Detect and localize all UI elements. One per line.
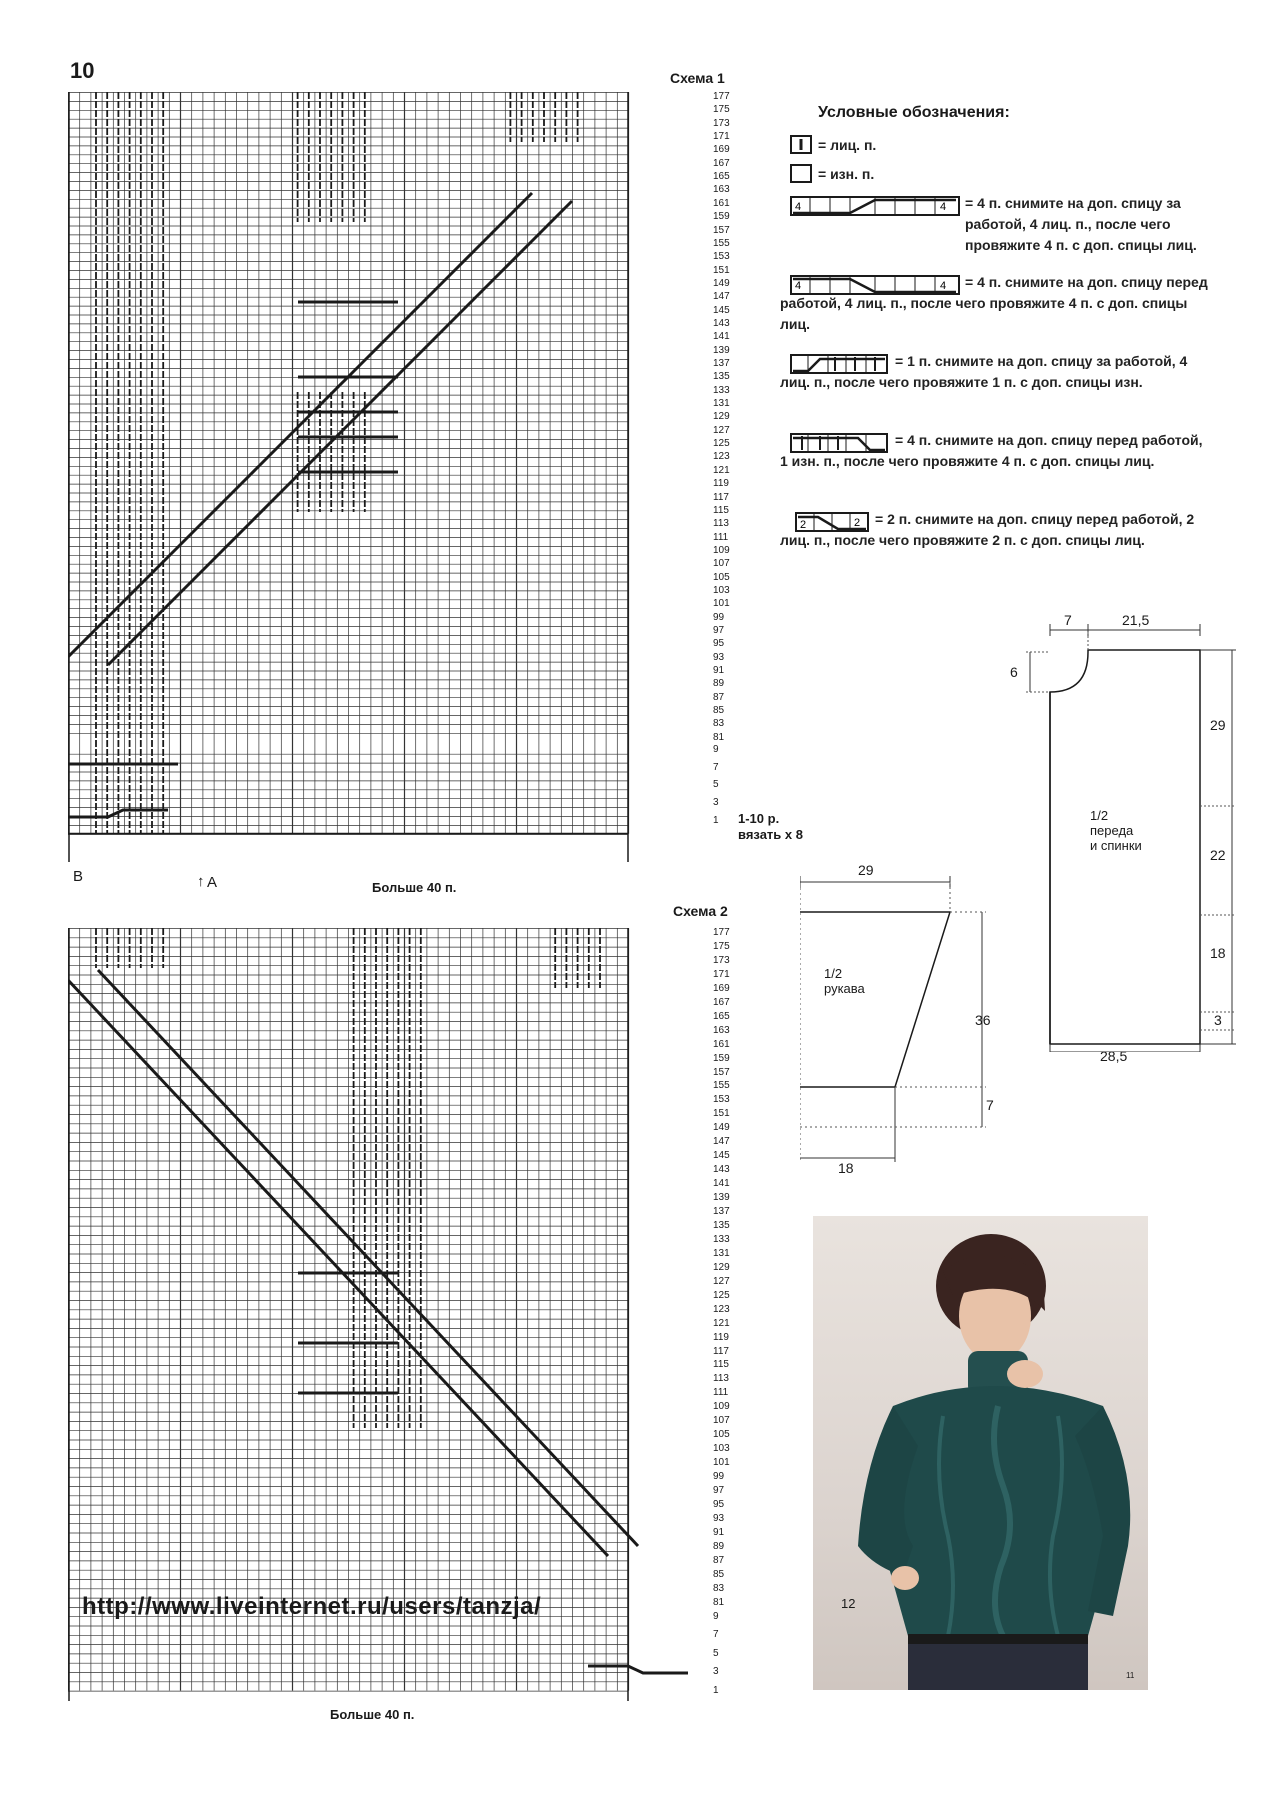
row-number-label: 7 (713, 761, 719, 773)
row-number-label: 137 (713, 358, 730, 369)
row-number-label: 93 (713, 1512, 725, 1524)
body-label (1090, 808, 1142, 853)
row-number-label: 133 (713, 384, 730, 396)
row-number-label: 85 (713, 1568, 725, 1580)
body-dim-width: 28,5 (1100, 1048, 1128, 1064)
body-dim-armhole: 29 (1210, 717, 1226, 733)
cable-step-line (588, 1666, 688, 1673)
row-number-label: 157 (713, 224, 730, 236)
row-number-label: 129 (713, 411, 730, 423)
row-number-label: 105 (713, 1429, 730, 1441)
legend-item-knit (790, 133, 1205, 157)
row-number-label: 125 (713, 1289, 730, 1301)
body-dim-neck-depth: 6 (1010, 664, 1018, 680)
body-label-line2: переда (1090, 823, 1134, 838)
row-number-label: 107 (713, 1415, 730, 1427)
body-pattern (1000, 612, 1240, 1057)
row-number-label: 7 (713, 1629, 719, 1641)
row-number-label: 91 (713, 1526, 725, 1538)
row-number-label: 139 (713, 1192, 730, 1204)
row-number-label: 155 (713, 237, 730, 249)
row-number-label: 153 (713, 1094, 730, 1106)
row-number-label: 3 (713, 1666, 719, 1678)
schema1-title: Схема 1 (670, 70, 725, 86)
row-number-label: 83 (713, 1582, 725, 1594)
legend-cable-4x4-back-text: = 4 п. снимите на доп. спицу за работой, 4 лиц. п., после чего провяжите 4 п. с доп. спицы лиц. (965, 195, 1197, 253)
legend-item-purl (790, 161, 1205, 187)
sleeve-pattern (800, 862, 1000, 1187)
schema1-grid-svg (68, 92, 710, 862)
row-number-label: 177 (713, 927, 730, 938)
legend-item-cable-1x4-back (780, 353, 1205, 390)
sleeve-dim-length: 36 (975, 1012, 991, 1028)
row-number-label: 143 (713, 1164, 730, 1176)
row-number-label: 123 (713, 451, 730, 463)
legend-knit-text: = лиц. п. (818, 136, 877, 153)
schema1-chart (68, 92, 710, 862)
row-number-label: 171 (713, 131, 730, 143)
body-label-line1: 1/2 (1090, 808, 1109, 823)
row-number-label: 119 (713, 478, 729, 490)
marker-b: В (73, 868, 84, 885)
row-number-label: 165 (713, 1010, 730, 1022)
row-number-label: 121 (713, 464, 730, 476)
svg-text:4: 4 (795, 280, 802, 292)
svg-text:2: 2 (800, 519, 807, 531)
row-number-label: 101 (713, 598, 730, 610)
row-number-label: 125 (713, 438, 730, 450)
row-number-label: 161 (713, 197, 730, 209)
row-number-label: 151 (713, 1108, 730, 1120)
page-number: 10 (70, 58, 95, 83)
sleeve-pattern-svg (800, 862, 1000, 1182)
schema1-bottom-label: Больше 40 п. (372, 880, 457, 895)
svg-text:2: 2 (854, 517, 861, 529)
row-number-label: 117 (713, 491, 729, 503)
row-number-label: 139 (713, 344, 730, 356)
row-number-label: 147 (713, 1136, 730, 1148)
row-number-label: 151 (713, 264, 730, 276)
svg-text:4: 4 (940, 280, 947, 292)
row-number-label: 167 (713, 157, 730, 169)
row-number-label: 173 (713, 117, 730, 129)
row-number-label: 91 (713, 665, 725, 677)
row-number-label: 117 (713, 1345, 729, 1357)
repeat-note-line1: 1-10 р. (738, 811, 780, 826)
schema2-title: Схема 2 (673, 903, 728, 919)
model-photo (813, 1216, 1148, 1690)
legend-cable-4x4-front-text: = 4 п. снимите на доп. спицу перед работой, 4 лиц. п., после чего провяжите 4 п. с доп. спицы лиц. (780, 274, 1208, 332)
body-label-line3: и спинки (1090, 838, 1142, 853)
row-number-label: 123 (713, 1303, 730, 1315)
row-number-label: 171 (713, 968, 730, 980)
cable-count-label: 4 (795, 201, 802, 213)
row-number-label: 105 (713, 571, 730, 583)
row-number-label: 115 (713, 1359, 729, 1371)
row-number-label: 175 (713, 940, 730, 952)
row-number-label: 87 (713, 691, 725, 703)
sleeve-dim-bottom: 18 (838, 1160, 854, 1176)
legend-item-cable-2x2-front (780, 511, 1205, 548)
row-number-label: 113 (713, 1373, 729, 1385)
row-number-label: 175 (713, 104, 730, 116)
body-dim-shoulder: 21,5 (1122, 612, 1150, 628)
row-number-label: 115 (713, 504, 729, 516)
row-number-label: 97 (713, 1485, 725, 1496)
schema2-bottom-label: Больше 40 п. (330, 1707, 415, 1722)
row-number-label: 177 (713, 91, 730, 102)
row-number-label: 109 (713, 544, 730, 556)
row-number-label: 99 (713, 1471, 725, 1483)
row-number-label: 159 (713, 1052, 730, 1064)
repeat-note (738, 811, 803, 843)
row-number-label: 147 (713, 291, 730, 303)
row-number-label: 131 (713, 398, 730, 410)
cable-count-label: 4 (940, 201, 947, 213)
legend-item-cable-4x1-front (780, 432, 1205, 469)
row-number-label: 169 (713, 144, 730, 156)
row-number-label: 135 (713, 371, 730, 383)
row-number-label: 85 (713, 705, 725, 717)
row-number-label: 9 (713, 1610, 719, 1622)
row-number-label: 97 (713, 625, 725, 636)
row-number-label: 83 (713, 718, 725, 730)
source-url: http://www.liveinternet.ru/users/tanzja/ (82, 1593, 542, 1620)
repeat-note-line2: вязать х 8 (738, 827, 803, 842)
row-number-label: 163 (713, 1024, 730, 1036)
cable-diagonal-path (98, 970, 638, 1546)
row-number-label: 81 (713, 1596, 725, 1608)
row-number-label: 149 (713, 1122, 730, 1134)
row-number-label: 101 (713, 1457, 730, 1469)
row-number-label: 103 (713, 584, 730, 596)
row-number-label: 89 (713, 678, 725, 690)
row-number-label: 165 (713, 171, 730, 183)
row-number-label: 141 (713, 331, 730, 343)
row-number-label: 143 (713, 317, 730, 329)
legend-cable-1x4-back-text: = 1 п. снимите на доп. спицу за работой, 4 лиц. п., после чего провяжите 1 п. с доп. спицы изн. (780, 353, 1188, 390)
row-number-label: 93 (713, 651, 725, 663)
legend-title: Условные обозначения: (818, 104, 1010, 121)
row-number-label: 169 (713, 982, 730, 994)
row-number-label: 5 (713, 1647, 719, 1659)
sleeve-dim-cuff: 7 (986, 1097, 994, 1113)
row-number-label: 153 (713, 251, 730, 263)
row-number-label: 1 (713, 1684, 719, 1696)
legend-cable-2x2-front-text: = 2 п. снимите на доп. спицу перед работой, 2 лиц. п., после чего провяжите 2 п. с доп. спицы лиц. (780, 511, 1195, 548)
row-number-label: 167 (713, 996, 730, 1008)
row-number-label: 3 (713, 797, 719, 809)
schema2-grid-svg (68, 928, 710, 1701)
row-number-label: 89 (713, 1540, 725, 1552)
row-number-label: 107 (713, 558, 730, 570)
knit-icon (790, 135, 814, 155)
row-number-label: 149 (713, 277, 730, 289)
legend-cable-4x1-front-text: = 4 п. снимите на доп. спицу перед работой, 1 изн. п., после чего провяжите 4 п. с доп. спицы лиц. (780, 432, 1203, 469)
row-number-label: 9 (713, 743, 719, 755)
row-number-label: 155 (713, 1080, 730, 1092)
row-number-label: 109 (713, 1401, 730, 1413)
row-number-label: 99 (713, 611, 725, 623)
cable-diagonal-path (68, 193, 532, 657)
row-number-label: 5 (713, 779, 719, 791)
row-number-label: 127 (713, 424, 730, 436)
row-number-label: 111 (713, 531, 729, 543)
row-number-label: 133 (713, 1233, 730, 1245)
row-number-label: 161 (713, 1038, 730, 1050)
row-number-label: 137 (713, 1206, 730, 1217)
row-number-label: 131 (713, 1247, 730, 1259)
cable-4x4-back-icon (790, 195, 960, 217)
sleeve-label-line2: рукава (824, 981, 865, 996)
schema2-chart (68, 928, 710, 1701)
row-number-label: 121 (713, 1317, 730, 1329)
row-number-label: 87 (713, 1554, 725, 1566)
body-dim-neck-width: 7 (1064, 612, 1072, 628)
row-number-label: 157 (713, 1066, 730, 1078)
row-number-label: 1 (713, 815, 719, 826)
row-number-label: 141 (713, 1178, 730, 1190)
body-dim-middle: 22 (1210, 847, 1226, 863)
row-number-label: 163 (713, 184, 730, 196)
row-number-label: 145 (713, 1150, 730, 1162)
legend-purl-text: = изн. п. (818, 165, 875, 182)
row-number-label: 113 (713, 518, 729, 530)
purl-icon (790, 164, 814, 184)
row-number-label: 119 (713, 1331, 729, 1343)
row-number-label: 173 (713, 954, 730, 966)
body-dim-lower: 18 (1210, 945, 1226, 961)
legend-item-cable-4x4-front (780, 274, 1208, 332)
cable-diagonal-path (68, 980, 608, 1556)
model-photo-illustration (813, 1216, 1148, 1690)
row-number-label: 103 (713, 1443, 730, 1455)
row-number-label: 129 (713, 1261, 730, 1273)
marker-a-arrow-icon: ↑ (197, 873, 205, 890)
row-number-label: 81 (713, 731, 725, 743)
row-number-label: 135 (713, 1219, 730, 1231)
sleeve-label-line1: 1/2 (824, 966, 843, 981)
sleeve-label (824, 966, 865, 996)
row-number-label: 127 (713, 1275, 730, 1287)
photo-number: 12 (841, 1596, 856, 1611)
sleeve-dim-top: 29 (858, 862, 874, 878)
row-number-label: 145 (713, 304, 730, 316)
row-number-label: 95 (713, 638, 725, 650)
row-number-label: 159 (713, 211, 730, 223)
marker-a: А (207, 874, 218, 891)
photo-corner-number: 11 (1126, 1671, 1135, 1680)
legend-item-cable-4x4-back (790, 195, 1205, 253)
legend (780, 133, 1208, 548)
row-number-label: 111 (713, 1387, 729, 1399)
body-dim-hem: 3 (1214, 1012, 1222, 1028)
row-number-label: 95 (713, 1498, 725, 1510)
